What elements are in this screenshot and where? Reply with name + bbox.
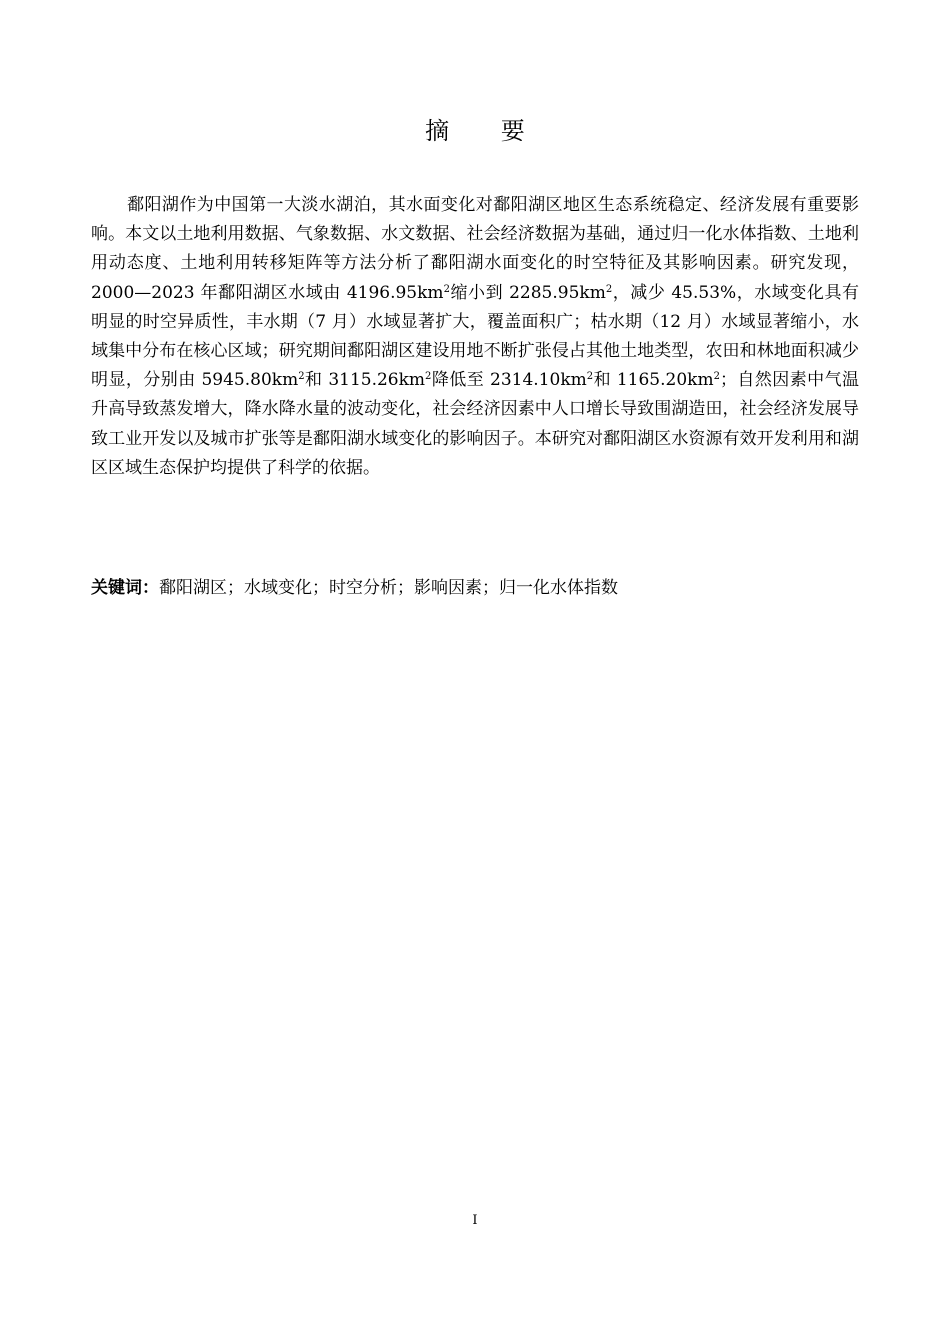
page-title: 摘 要 — [425, 117, 547, 145]
page-number: I — [472, 1213, 478, 1228]
keywords-line — [91, 574, 859, 603]
keywords-text: 鄱阳湖区；水域变化；时空分析；影响因素；归一化水体指数 — [159, 578, 618, 598]
superscript-2: 2 — [586, 371, 594, 383]
superscript-2: 2 — [443, 283, 450, 295]
abstract-text-7: ；自然因素中气温升高导致蒸发增大，降水降水量的波动变化，社会经济因素中人口增长导致围湖造田，社会经济发展导致工业开发以及城市扩张等是鄱阳湖水域变化的影响因子。本研究对鄱阳湖区水资源有效开发利用和湖区区域生态保护均提供了科学的依据。 — [91, 370, 860, 478]
abstract-paragraph — [91, 191, 859, 483]
superscript-2: 2 — [713, 371, 720, 383]
superscript-2: 2 — [298, 371, 305, 383]
keywords-label: 关键词： — [91, 578, 159, 598]
superscript-2: 2 — [425, 371, 432, 383]
abstract-text-1: 鄱阳湖作为中国第一大淡水湖泊，其水面变化对鄱阳湖区地区生态系统稳定、经济发展有重要影响。本文以土地利用数据、气象数据、水文数据、社会经济数据为基础，通过归一化水体指数、土地利用动态度、土地利用转移矩阵等方法分析了鄱阳湖水面变化的时空特征及其影响因素。研究发现，2000—2023 年鄱阳湖区水域由 4196.95km — [91, 195, 859, 303]
superscript-2: 2 — [605, 283, 613, 295]
abstract-text-6: 和 1165.20km — [593, 370, 714, 391]
abstract-text-5: 降低至 2314.10km — [431, 370, 587, 391]
abstract-text-4: 和 3115.26km — [304, 370, 426, 391]
abstract-text-3: ，减少 45.53%，水域变化具有明显的时空异质性，丰水期（7 月）水域显著扩大，覆盖面积广；枯水期（12 月）水域显著缩小，水域集中分布在核心区域；研究期间鄱阳湖区建设用地不断扩张侵占其他土地类型，农田和林地面积减少明显，分别由 5945.80km — [91, 282, 860, 391]
abstract-text-2: 缩小到 2285.95km — [449, 282, 606, 303]
